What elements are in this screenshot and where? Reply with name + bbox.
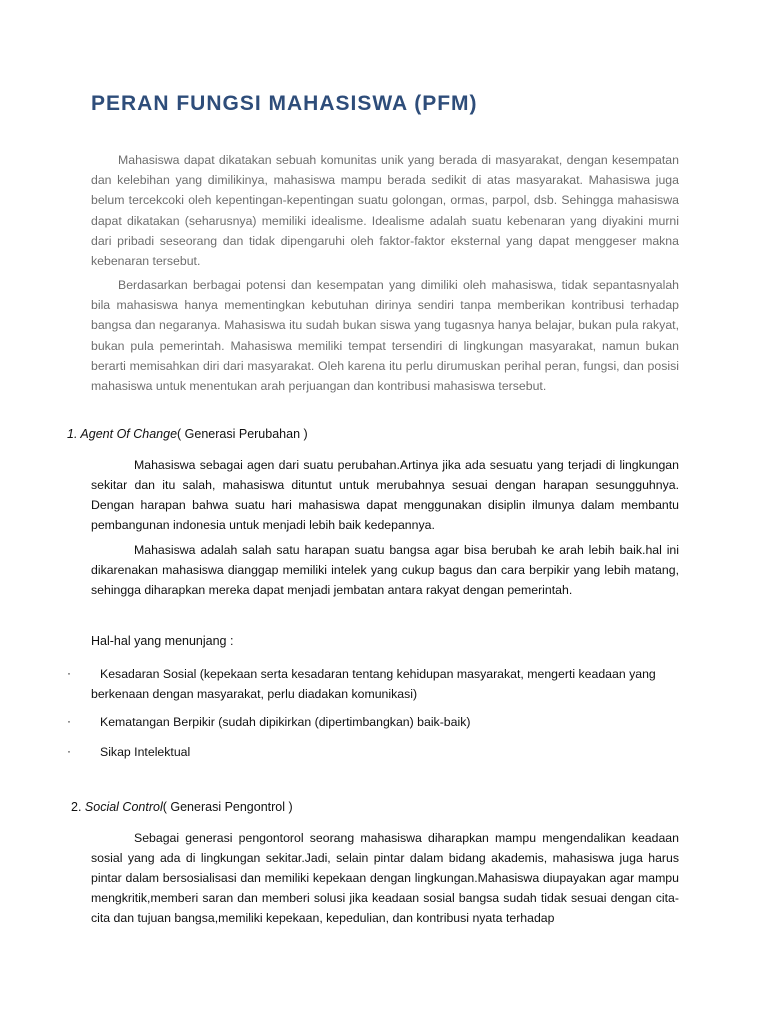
section-1-paragraph-2: Mahasiswa adalah salah satu harapan suatu bangsa agar bisa berubah ke arah lebih baik.hal ini dikarenakan mahasiswa dianggap memiliki intelek yang cukup bagus dan cara berpikir yang lebih matang, sehingga diharapkan mereka dapat menjadi jembatan antara rakyat dengan pemerintah. (91, 543, 679, 597)
bullet-marker: · (67, 666, 71, 680)
section-1-heading-italic: 1. Agent Of Change (67, 427, 178, 441)
section-1-heading (67, 427, 308, 441)
section-1-paragraph-1: Mahasiswa sebagai agen dari suatu perubahan.Artinya jika ada sesuatu yang terjadi di lingkungan sekitar dan itu salah, mahasiswa dituntut untuk merubahnya sesuai dengan harapan sesungguhnya. Dengan harapan bahwa suatu hari mahasiswa dapat menggunakan disiplin ilmunya dalam membantu pembangunan indonesia untuk menjadi lebih baik kedepannya. (91, 458, 679, 532)
section-2-heading (71, 800, 293, 814)
intro-paragraph-1: Mahasiswa dapat dikatakan sebuah komunitas unik yang berada di masyarakat, dengan kesempatan dan kelebihan yang dimilikinya, mahasiswa mampu berada sedikit di atas masyarakat. Mahasiswa juga belum tercekcoki oleh kepentingan-kepentingan suatu golongan, ormas, parpol, dsb. Sehingga mahasiswa dapat dikatakan (seharusnya) memiliki idealisme. Idealisme adalah suatu kebenaran yang diyakini murni dari pribadi seseorang dan tidak dipengaruhi oleh faktor-faktor eksternal yang dapat menggeser makna kebenaran tersebut. (91, 153, 679, 269)
intro-paragraph-2: Berdasarkan berbagai potensi dan kesempatan yang dimiliki oleh mahasiswa, tidak sepantasnyalah bila mahasiswa hanya mementingkan kebutuhan dirinya sendiri tanpa memberikan kontribusi terhadap bangsa dan negaranya. Mahasiswa itu sudah bukan siswa yang tugasnya hanya belajar, bukan pula rakyat, bukan pula pemerintah. Mahasiswa memiliki tempat tersendiri di lingkungan masyarakat, namun bukan berarti memisahkan diri dari masyarakat. Oleh karena itu perlu dirumuskan perihal peran, fungsi, dan posisi mahasiswa untuk menentukan arah perjuangan dan kontribusi mahasiswa tersebut. (91, 278, 679, 394)
bullet-item-3: Sikap Intelektual (100, 745, 191, 759)
section-1-heading-rest: ( Generasi Perubahan ) (177, 427, 308, 441)
bullet-item-2: Kematangan Berpikir (sudah dipikirkan (dipertimbangkan) baik-baik) (100, 715, 471, 729)
supports-label: Hal-hal yang menunjang : (91, 634, 234, 648)
section-2-heading-italic: Social Control (84, 800, 163, 814)
section-2-heading-rest: ( Generasi Pengontrol ) (162, 800, 293, 814)
section-2-paragraph-1: Sebagai generasi pengontorol seorang mahasiswa diharapkan mampu mengendalikan keadaan sosial yang ada di lingkungan sekitar.Jadi, selain pintar dalam bidang akademis, mahasiswa juga harus pintar dalam bersosialisasi dan memiliki kepekaan dengan lingkungan.Mahasiswa diupayakan agar mampu mengkritik,memberi saran dan memberi solusi jika keadaan sosial bangsa sudah tidak sesuai dengan cita-cita dan tujuan bangsa,memiliki kepekaan, kepedulian, dan kontribusi nyata terhadap (91, 831, 679, 925)
section-2-heading-num: 2. (71, 800, 85, 814)
page-title: PERAN FUNGSI MAHASISWA (PFM) (91, 92, 478, 115)
bullet-item-1: Kesadaran Sosial (kepekaan serta kesadaran tentang kehidupan masyarakat, mengerti keadaan yang berkenaan dengan masyarakat, perlu diadakan komunikasi) (91, 667, 656, 701)
bullet-marker: · (67, 714, 71, 728)
bullet-marker: · (67, 744, 71, 758)
